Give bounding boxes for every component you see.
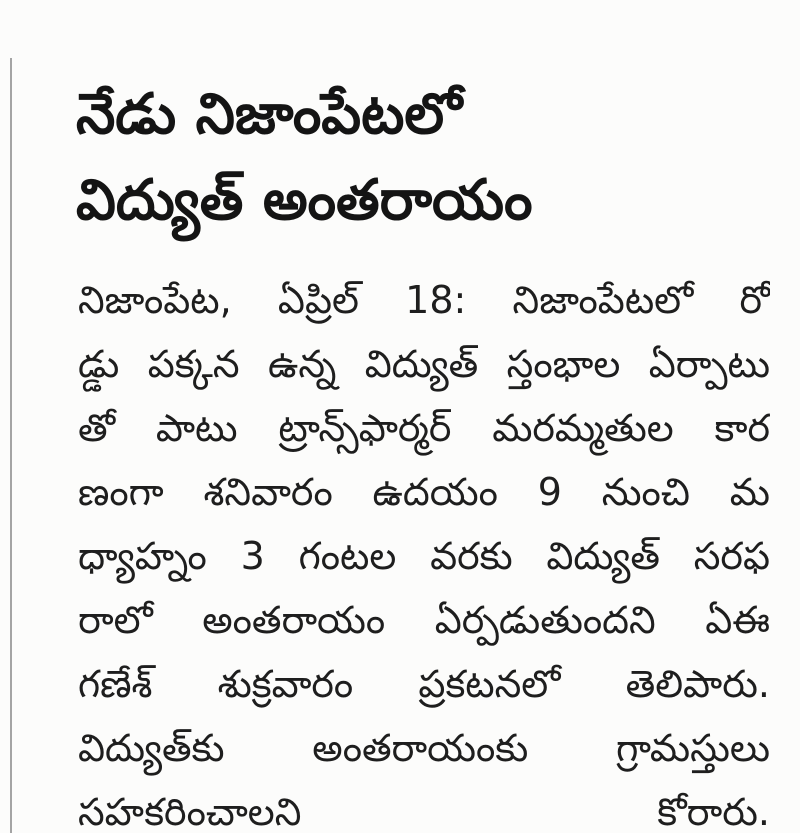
body-line: డ్డు పక్కన ఉన్న విద్యుత్ స్తంభాల ఏర్పాటు bbox=[78, 342, 770, 386]
headline-line-1: నేడు నిజాంపేటలో bbox=[76, 82, 462, 147]
body-line: ధ్యాహ్నం 3 గంటల వరకు విద్యుత్ సరఫ bbox=[78, 534, 770, 578]
body-line-cut-off: సహకరించాలని కోరారు. bbox=[78, 790, 770, 833]
body-line: నిజాంపేట, ఏప్రిల్ 18: నిజాంపేటలో రో bbox=[78, 278, 770, 322]
body-line: రాలో అంతరాయం ఏర్పడుతుందని ఏఈ bbox=[78, 598, 770, 642]
body-line: గణేశ్ శుక్రవారం ప్రకటనలో తెలిపారు. bbox=[78, 662, 770, 706]
headline-line-2: విద్యుత్ అంతరాయం bbox=[76, 168, 533, 233]
column-divider bbox=[10, 58, 12, 833]
body-line: విద్యుత్‌కు అంతరాయంకు గ్రామస్తులు bbox=[78, 726, 770, 770]
body-line: ణంగా శనివారం ఉదయం 9 నుంచి మ bbox=[78, 470, 770, 514]
body-line: తో పాటు ట్రాన్స్‌ఫార్మర్ మరమ్మతుల కార bbox=[78, 406, 770, 450]
article-headline bbox=[76, 72, 776, 244]
article-body bbox=[78, 268, 770, 833]
